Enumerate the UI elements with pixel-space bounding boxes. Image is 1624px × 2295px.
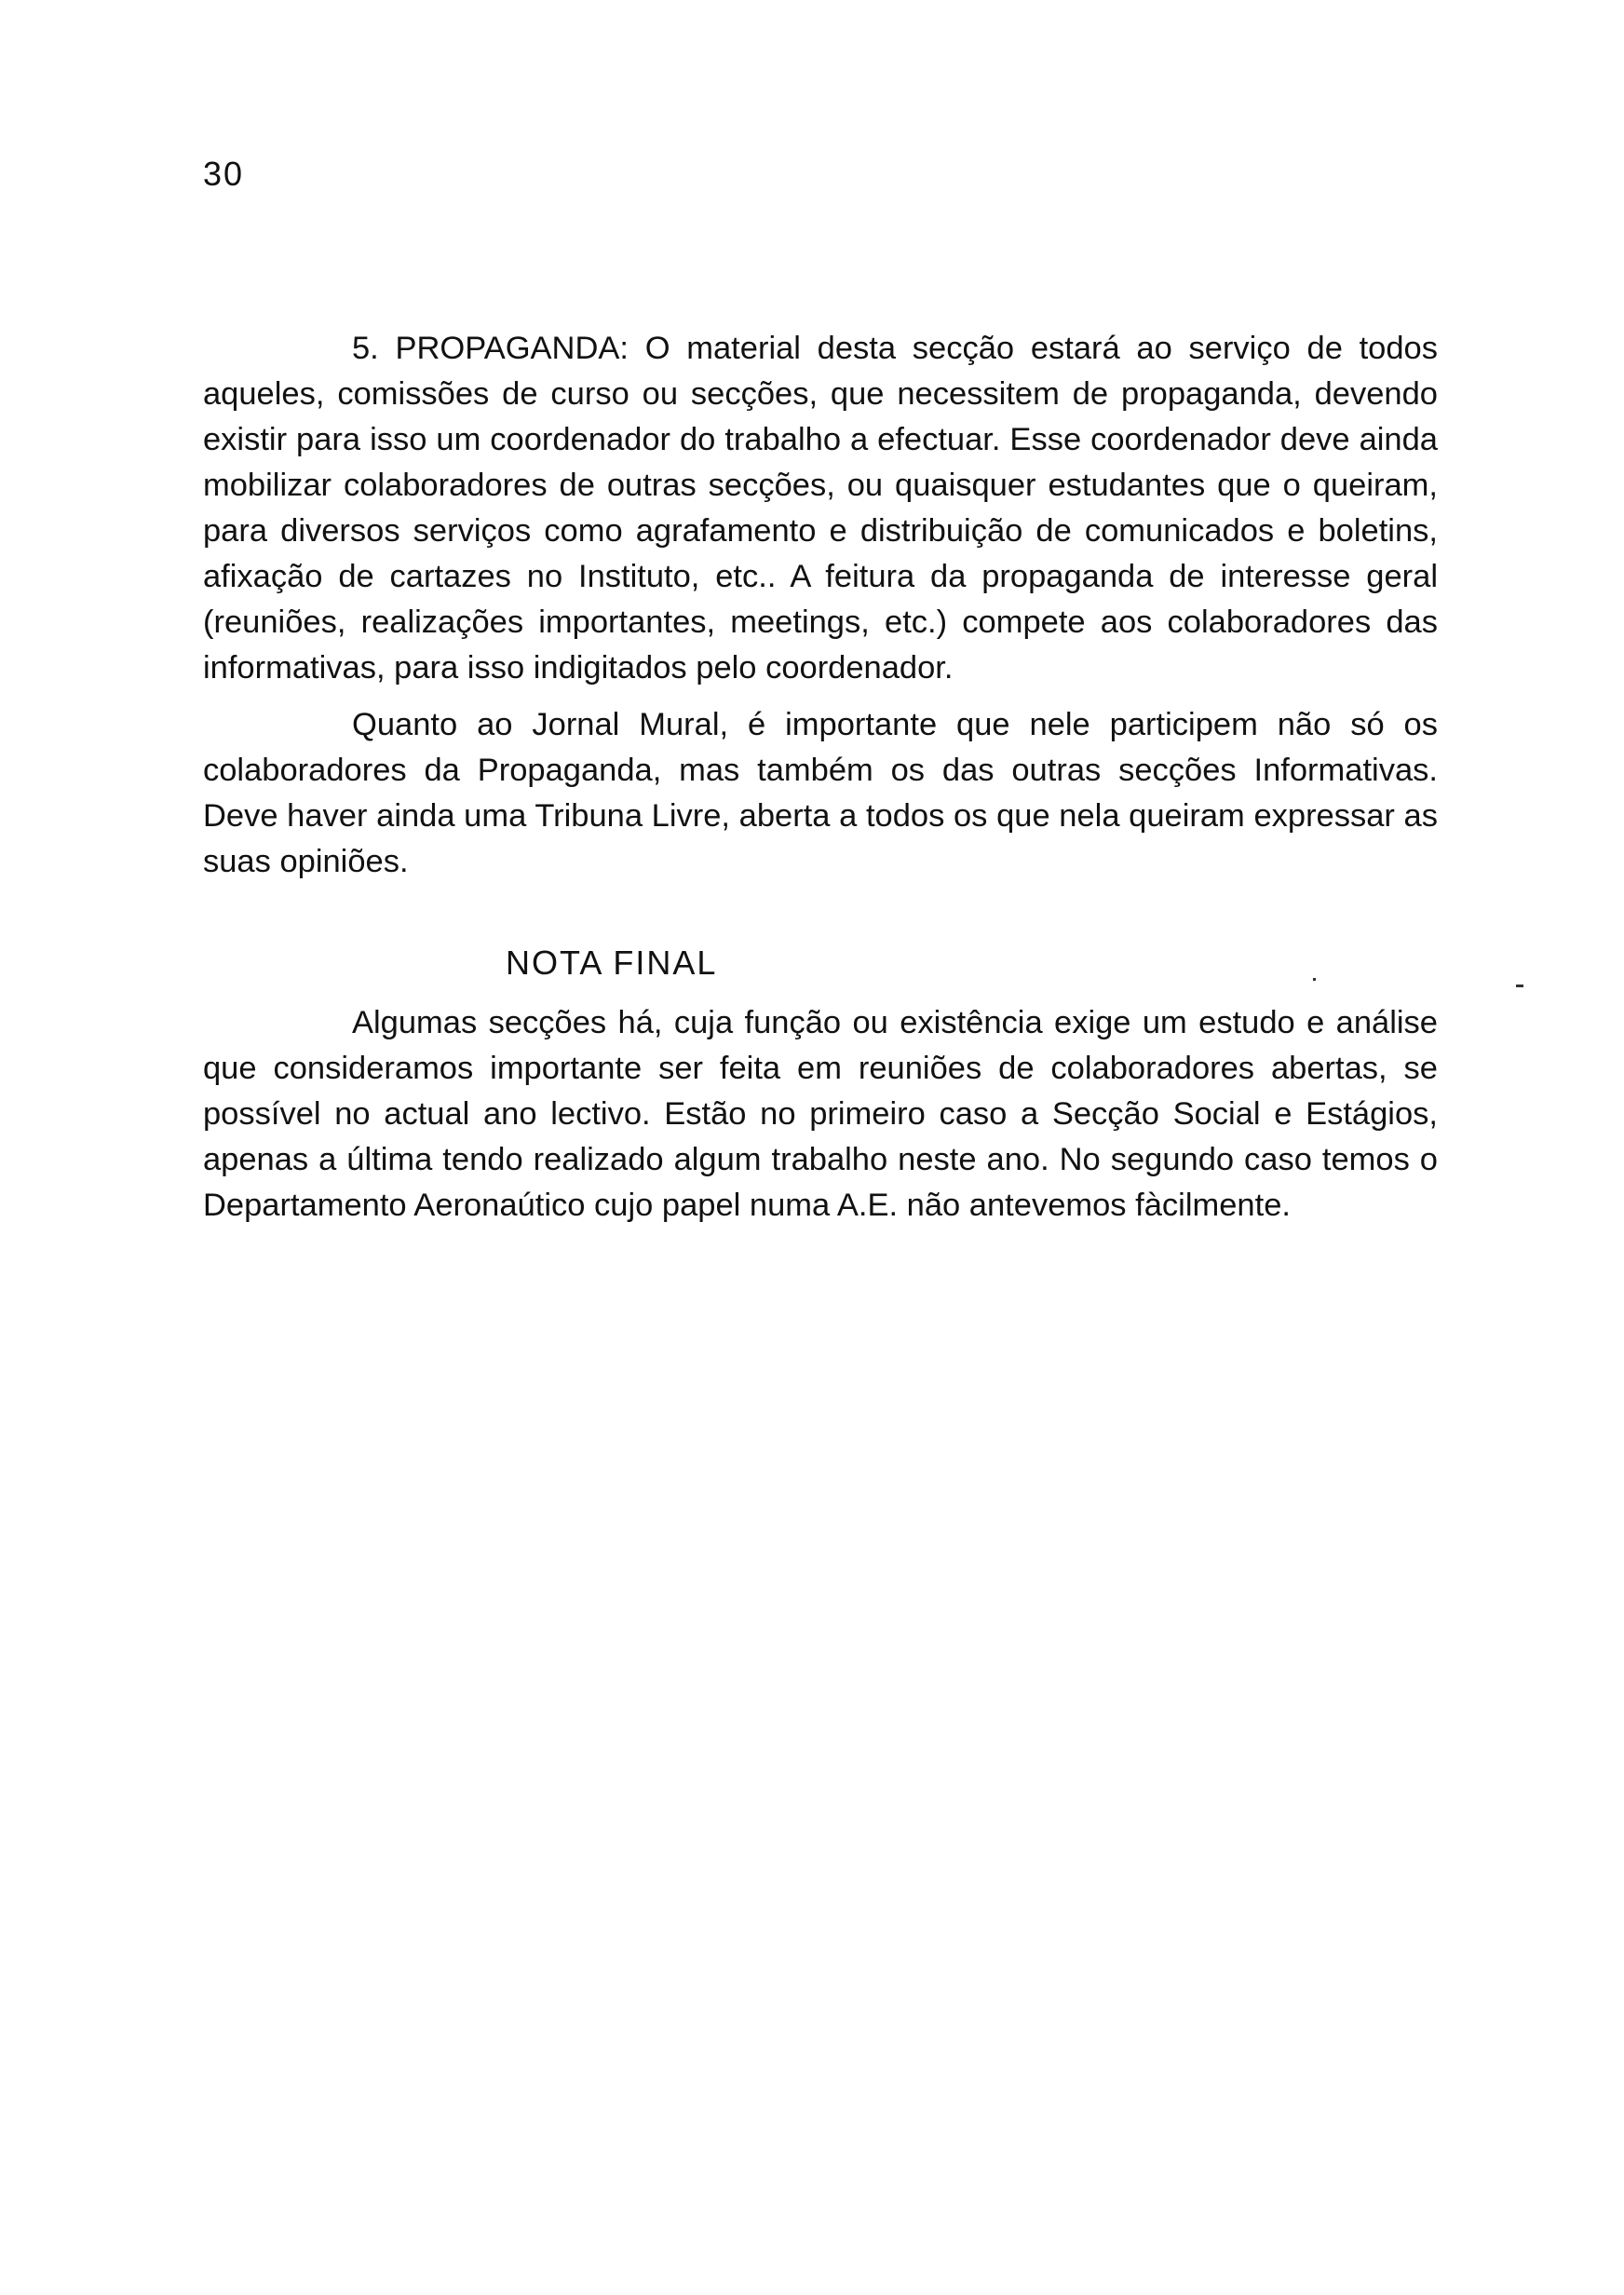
page-number: 30 <box>203 155 245 193</box>
scan-speck <box>1313 978 1316 981</box>
scan-speck <box>1516 985 1523 987</box>
paragraph-nota-final: Algumas secções há, cuja função ou existência exige um estudo e análise que consideramos importante ser feita em reuniões de colaboradores abertas, se possível no actual ano lectivo. Estão no primeiro caso a Secção Social e Estágios, apenas a última tendo realizado algum trabalho neste ano. No segundo caso temos o Departamento Aeronaútico cujo papel numa A.E. não antevemos fàcilmente. <box>203 1005 1438 1223</box>
paragraph-jornal-mural: Quanto ao Jornal Mural, é importante que nele participem não só os colaboradores da Propaganda, mas também os das outras secções Informativas. Deve haver ainda uma Tribuna Livre, aberta a todos os que nela queiram expressar as suas opiniões. <box>203 707 1438 879</box>
document-body <box>203 326 1438 1229</box>
section-title-nota-final: NOTA FINAL <box>506 944 718 982</box>
paragraph-propaganda: 5. PROPAGANDA: O material desta secção estará ao serviço de todos aqueles, comissões de curso ou secções, que necessitem de propaganda, devendo existir para isso um coordenador do trabalho a efectuar. Esse coordenador deve ainda mobilizar colaboradores de outras secções, ou quaisquer estudantes que o queiram, para diversos serviços como agrafamento e distribuição de comunicados e boletins, afixação de cartazes no Instituto, etc.. A feitura da propaganda de interesse geral (reuniões, realizações importantes, meetings, etc.) compete aos colaboradores das informativas, para isso indigitados pelo coordenador. <box>203 331 1438 686</box>
